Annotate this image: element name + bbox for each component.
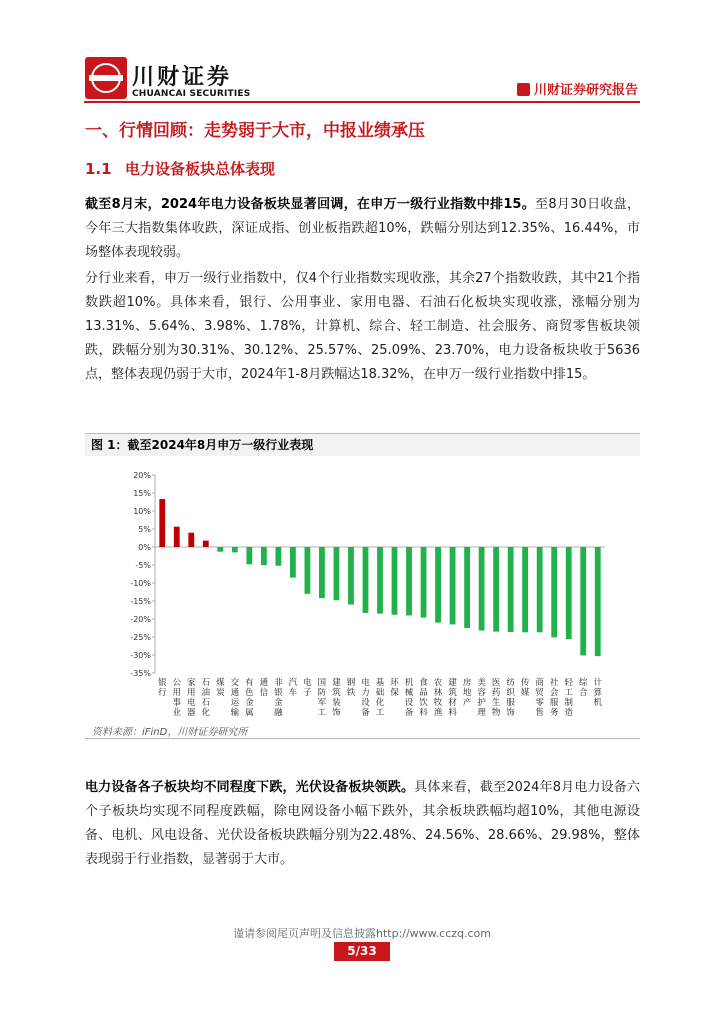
- y-tick-label: -15%: [130, 597, 151, 606]
- y-tick-label: 0%: [138, 543, 151, 552]
- x-tick-label: 建筑装饰: [332, 678, 341, 718]
- bar: [363, 547, 369, 613]
- x-tick-label: 房地产: [462, 678, 472, 708]
- bar: [580, 547, 586, 655]
- subsection-title: 电力设备板块总体表现: [125, 160, 276, 178]
- bar: [392, 547, 398, 615]
- bar: [246, 547, 252, 564]
- bar: [305, 547, 311, 594]
- x-tick-label: 石油石化: [201, 678, 211, 718]
- x-tick-label: 商贸零售: [535, 678, 544, 718]
- bar: [261, 547, 267, 565]
- x-tick-label: 钢铁: [346, 678, 356, 698]
- x-tick-label: 电力设备: [361, 678, 370, 718]
- bar: [377, 547, 383, 614]
- bar: [435, 547, 441, 623]
- y-tick-label: 10%: [133, 507, 151, 516]
- x-tick-label: 综合: [578, 678, 588, 698]
- paragraph-2: 分行业来看，申万一级行业指数中，仅4个行业指数实现收涨，其余27个指数收跌，其中21个指数跌超10%。具体来看，银行、公用事业、家用电器、石油石化板块实现收涨，涨幅分别为13.31%、5.64%、3.98%、1.78%，计算机、综合、轻工制造、社会服务、商贸零售板块领跌，跌幅分别为30.31%、30.12%、25.57%、25.09%、23.70%，电力设备板块收于5636点，整体表现仍弱于大市，2024年1-8月跌幅达18.32%，在申万一级行业指数中排15。: [85, 271, 640, 382]
- company-logo-icon: [85, 57, 127, 99]
- bar: [334, 547, 340, 600]
- x-tick-label: 轻工制造: [564, 678, 573, 718]
- bar: [421, 547, 427, 618]
- x-tick-label: 环保: [390, 678, 399, 698]
- figure-source: 资料来源：iFinD，川财证券研究所: [92, 727, 248, 738]
- bar: [551, 547, 557, 637]
- bar-chart: [85, 460, 640, 722]
- y-tick-label: -35%: [130, 669, 151, 678]
- paragraph-3-body: 具体来看，截至2024年8月电力设备六个子板块均实现不同程度跌幅，除电网设备小幅下跌外，其余板块跌幅均超10%，其他电源设备、电机、风电设备、光伏设备板块跌幅分别为22.48%、24.56%、28.66%、29.98%，整体表现弱于行业指数，显著弱于大市。: [85, 780, 640, 867]
- paragraph-3-lead: 电力设备各子板块均不同程度下跌，光伏设备板块领跌。: [85, 780, 415, 795]
- x-tick-label: 农林牧渔: [433, 678, 443, 718]
- logo-text-cn: 川财证券: [132, 65, 233, 90]
- x-tick-label: 公用事业: [172, 678, 182, 718]
- y-tick-label: 15%: [133, 489, 151, 498]
- bar: [217, 547, 223, 552]
- x-tick-label: 医药生物: [491, 678, 501, 718]
- paragraph-1-body: 至8月30日收盘，今年三大指数集体收跌，深证成指、创业板指跌超10%，跌幅分别达到12.35%、16.44%，市场整体表现较弱。: [85, 197, 640, 260]
- y-tick-label: -20%: [130, 615, 151, 624]
- bar: [566, 547, 572, 639]
- x-tick-label: 计算机: [593, 678, 602, 708]
- bar: [406, 547, 412, 615]
- y-tick-label: -30%: [130, 651, 151, 660]
- paragraph-3: [85, 776, 640, 872]
- y-tick-label: 5%: [138, 525, 151, 534]
- x-tick-label: 美容护理: [477, 678, 486, 718]
- bar: [232, 547, 238, 552]
- bar: [493, 547, 499, 632]
- report-tag-text: 川财证券研究报告: [533, 83, 638, 98]
- x-tick-label: 银行: [158, 678, 167, 698]
- header-divider: [84, 101, 640, 103]
- bar: [290, 547, 296, 578]
- figure-bottom-line: [85, 738, 640, 739]
- x-tick-label: 煤炭: [216, 678, 225, 698]
- x-tick-label: 家用电器: [187, 678, 196, 718]
- y-tick-label: 20%: [133, 471, 151, 480]
- bar: [159, 499, 165, 547]
- section-heading: 一、行情回顾：走势弱于大市，中报业绩承压: [85, 121, 425, 141]
- page-number: 5/33: [334, 942, 390, 961]
- x-tick-label: 有色金属: [245, 678, 254, 718]
- figure-title: 图 1：截至2024年8月申万一级行业表现: [85, 433, 640, 456]
- y-tick-label: -25%: [130, 633, 151, 642]
- x-tick-label: 机械设备: [404, 678, 414, 718]
- chart-bars: [159, 499, 600, 656]
- bar: [537, 547, 543, 632]
- bar: [595, 547, 601, 656]
- x-tick-label: 交通运输: [230, 678, 240, 718]
- bar: [522, 547, 528, 632]
- x-tick-label: 传媒: [520, 678, 530, 698]
- x-tick-label: 国防军工: [317, 678, 327, 718]
- x-tick-label: 食品饮料: [419, 678, 428, 718]
- y-tick-label: -5%: [135, 561, 151, 570]
- x-tick-label: 汽车: [288, 678, 298, 698]
- bar: [508, 547, 514, 632]
- bar: [450, 547, 456, 624]
- report-tag: [517, 79, 638, 98]
- paragraph-1-lead: 截至8月末，2024年电力设备板块显著回调，在申万一级行业指数中排15。: [85, 197, 536, 212]
- x-tick-label: 非银金融: [274, 678, 283, 718]
- subsection-number: 1.1: [85, 160, 112, 178]
- x-tick-label: 纺织服饰: [506, 678, 515, 718]
- x-tick-label: 基础化工: [375, 678, 385, 718]
- subsection-heading: [85, 158, 275, 179]
- x-tick-label: 社会服务: [549, 678, 559, 718]
- bar: [464, 547, 470, 628]
- logo-text-en: CHUANCAI SECURITIES: [132, 89, 251, 99]
- report-logo-icon: [517, 83, 530, 96]
- bar: [319, 547, 325, 598]
- x-tick-label: 建筑材料: [448, 678, 457, 718]
- bar: [188, 533, 194, 547]
- bar: [174, 527, 180, 547]
- x-tick-label: 通信: [259, 678, 269, 698]
- bar: [348, 547, 354, 605]
- x-tick-label: 电子: [303, 678, 312, 698]
- y-tick-label: -10%: [130, 579, 151, 588]
- paragraph-1: [85, 193, 640, 265]
- chart-category-labels: [158, 677, 602, 718]
- bar: [479, 547, 485, 631]
- bar: [203, 541, 209, 547]
- footer-disclaimer: 谨请参阅尾页声明及信息披露http://www.cczq.com: [232, 927, 491, 940]
- bar: [275, 547, 281, 566]
